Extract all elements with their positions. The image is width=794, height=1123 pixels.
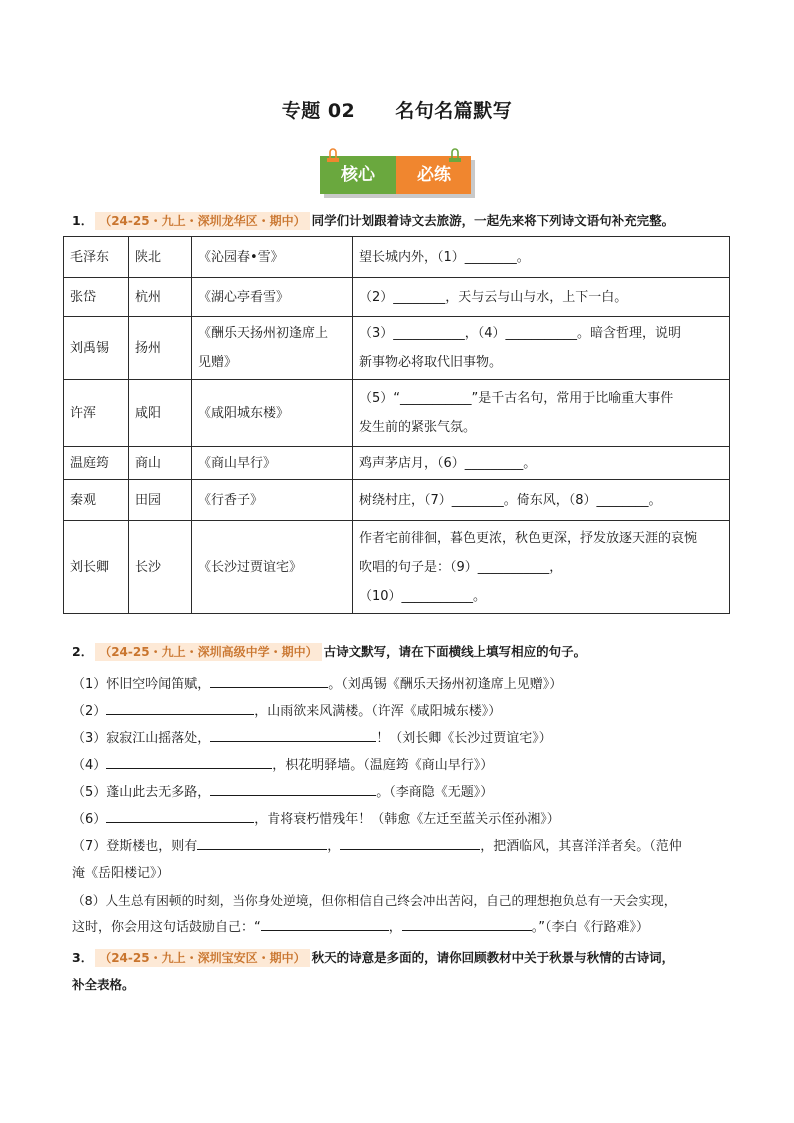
line-text: （1）怀旧空吟闻笛赋， bbox=[72, 677, 211, 692]
poem-table bbox=[63, 236, 730, 614]
line-text: 淹《岳阳楼记》） bbox=[72, 866, 170, 881]
place-cell: 杭州 bbox=[129, 278, 192, 317]
line-text: ，把酒临风，其喜洋洋者矣。（范仲 bbox=[480, 839, 682, 854]
line-text: 。”（李白《行路难》） bbox=[531, 920, 650, 935]
core-practice-badge bbox=[320, 148, 473, 198]
place-cell: 田园 bbox=[129, 480, 192, 521]
table-row bbox=[64, 317, 730, 380]
line-text: （3）___________，（4）___________。暗含哲理，说明 bbox=[359, 326, 682, 341]
table-row bbox=[64, 447, 730, 480]
line-text: 新事物必将取代旧事物。 bbox=[359, 355, 503, 370]
title-number: 专题 02 bbox=[281, 100, 356, 122]
fill-line bbox=[72, 833, 740, 860]
fill-line bbox=[72, 671, 740, 698]
line-cell: 望长城内外，（1）________。 bbox=[353, 237, 730, 278]
work-cell: 《商山早行》 bbox=[192, 447, 353, 480]
answer-blank[interactable] bbox=[261, 916, 389, 931]
source-tag: （24-25・九上・深圳龙华区・期中） bbox=[95, 212, 309, 230]
line-text: （10）___________。 bbox=[359, 588, 487, 604]
line-cell bbox=[353, 521, 730, 614]
work-cell: 《湖心亭看雪》 bbox=[192, 278, 353, 317]
question-2 bbox=[72, 642, 732, 662]
source-tag: （24-25・九上・深圳宝安区・期中） bbox=[95, 949, 309, 967]
table-row bbox=[64, 521, 730, 614]
line-text: 作者宅前徘徊，暮色更浓，秋色更深，抒发放逐天涯的哀惋 bbox=[359, 530, 698, 546]
line-text: ，肯将衰朽惜残年！（韩愈《左迁至蓝关示侄孙湘》） bbox=[254, 812, 560, 827]
line-text: ！（刘长卿《长沙过贾谊宅》） bbox=[376, 731, 552, 746]
badge-label-practice: 必练 bbox=[417, 165, 451, 185]
page-title bbox=[0, 96, 794, 123]
work-line: 《酬乐天扬州初逢席上 bbox=[198, 326, 329, 341]
line-text: （7）登斯楼也，则有 bbox=[72, 839, 198, 854]
title-text: 名句名篇默写 bbox=[395, 100, 513, 122]
question-3 bbox=[72, 944, 732, 998]
line-text: 。（李商隐《无题》） bbox=[376, 785, 494, 800]
question-number: 1． bbox=[72, 213, 94, 228]
author-cell: 许浑 bbox=[64, 380, 129, 447]
line-text: （8）人生总有困顿的时刻，当你身处逆境，但你相信自己终会冲出苦闷，自己的理想抱负总有一天会实现， bbox=[72, 893, 677, 908]
question-text: 古诗文默写，请在下面横线上填写相应的句子。 bbox=[323, 644, 587, 659]
table-row bbox=[64, 278, 730, 317]
line-cell: （2）________，天与云与山与水，上下一白。 bbox=[353, 278, 730, 317]
place-cell: 陕北 bbox=[129, 237, 192, 278]
author-cell: 张岱 bbox=[64, 278, 129, 317]
answer-blank[interactable] bbox=[340, 835, 480, 850]
line-text: （5）“___________”是千古名句，常用于比喻重大事件 bbox=[359, 391, 674, 406]
answer-blank[interactable] bbox=[402, 916, 532, 931]
fill-line bbox=[72, 752, 740, 779]
fill-in-lines bbox=[72, 671, 740, 941]
answer-blank[interactable] bbox=[106, 700, 254, 715]
question-text: 同学们计划跟着诗文去旅游，一起先来将下列诗文语句补充完整。 bbox=[311, 213, 675, 228]
line-cell bbox=[353, 380, 730, 447]
answer-blank[interactable] bbox=[210, 781, 376, 796]
author-cell: 温庭筠 bbox=[64, 447, 129, 480]
line-text: ，枳花明驿墙。（温庭筠《商山早行》） bbox=[272, 758, 494, 773]
line-text: 这时，你会用这句话鼓励自己：“ bbox=[72, 920, 261, 935]
line-text: （4） bbox=[72, 758, 107, 773]
author-cell: 毛泽东 bbox=[64, 237, 129, 278]
place-cell: 长沙 bbox=[129, 521, 192, 614]
question-1 bbox=[72, 211, 732, 231]
answer-blank[interactable] bbox=[106, 754, 272, 769]
line-cell: 树绕村庄，（7）________。倚东风，（8）________。 bbox=[353, 480, 730, 521]
line-text: （5）蓬山此去无多路， bbox=[72, 785, 211, 800]
fill-line bbox=[72, 806, 740, 833]
question-text: 补全表格。 bbox=[72, 977, 135, 992]
fill-line bbox=[72, 860, 740, 887]
answer-blank[interactable] bbox=[197, 835, 327, 850]
line-text: 。（刘禹锡《酬乐天扬州初逢席上见赠》） bbox=[328, 677, 563, 692]
table-row bbox=[64, 480, 730, 521]
line-text: ，山雨欲来风满楼。（许浑《咸阳城东楼》） bbox=[254, 704, 502, 719]
place-cell: 咸阳 bbox=[129, 380, 192, 447]
work-cell: 《长沙过贾谊宅》 bbox=[192, 521, 353, 614]
badge-label-core: 核心 bbox=[341, 165, 375, 185]
author-cell: 秦观 bbox=[64, 480, 129, 521]
question-text: 秋天的诗意是多面的，请你回顾教材中关于秋景与秋情的古诗词， bbox=[311, 950, 675, 965]
place-cell: 商山 bbox=[129, 447, 192, 480]
question-number: 3． bbox=[72, 950, 94, 965]
fill-line bbox=[72, 698, 740, 725]
line-cell: 鸡声茅店月，（6）_________。 bbox=[353, 447, 730, 480]
fill-line bbox=[72, 914, 740, 941]
work-cell bbox=[192, 317, 353, 380]
answer-blank[interactable] bbox=[106, 808, 254, 823]
work-cell: 《沁园春•雪》 bbox=[192, 237, 353, 278]
source-tag: （24-25・九上・深圳高级中学・期中） bbox=[95, 643, 321, 661]
line-text: （2） bbox=[72, 704, 107, 719]
fill-line bbox=[72, 725, 740, 752]
fill-line bbox=[72, 887, 740, 914]
work-cell: 《行香子》 bbox=[192, 480, 353, 521]
author-cell: 刘长卿 bbox=[64, 521, 129, 614]
line-text: ， bbox=[327, 839, 341, 854]
author-cell: 刘禹锡 bbox=[64, 317, 129, 380]
fill-line bbox=[72, 779, 740, 806]
line-text: （6） bbox=[72, 812, 107, 827]
answer-blank[interactable] bbox=[210, 727, 376, 742]
place-cell: 扬州 bbox=[129, 317, 192, 380]
answer-blank[interactable] bbox=[210, 673, 328, 688]
work-line: 见赠》 bbox=[198, 355, 238, 370]
line-cell bbox=[353, 317, 730, 380]
line-text: 吹唱的句子是：（9）___________， bbox=[359, 559, 563, 575]
line-text: ， bbox=[388, 920, 402, 935]
question-number: 2． bbox=[72, 644, 94, 659]
table-row bbox=[64, 237, 730, 278]
line-text: （3）寂寂江山摇落处， bbox=[72, 731, 211, 746]
line-text: 发生前的紧张气氛。 bbox=[359, 420, 477, 435]
work-cell: 《咸阳城东楼》 bbox=[192, 380, 353, 447]
table-row bbox=[64, 380, 730, 447]
